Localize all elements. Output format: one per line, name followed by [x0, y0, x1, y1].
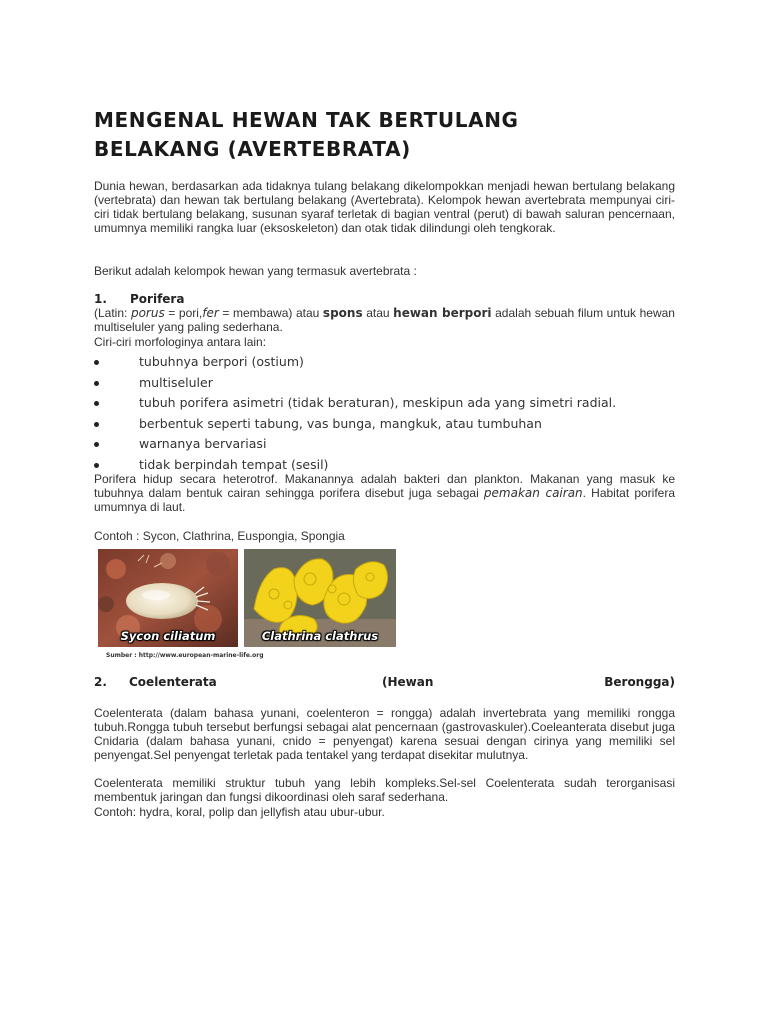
term-porus: porus — [130, 306, 165, 320]
list-item — [94, 434, 675, 455]
title-line-1: MENGENAL HEWAN TAK BERTULANG — [94, 108, 519, 132]
porifera-definition — [94, 306, 675, 334]
list-item-text: tubuh porifera asimetri (tidak beraturan), meskipun ada yang simetri radial. — [139, 395, 617, 410]
definition-rest: adalah sebuah filum untuk hewan multiseluler yang paling sederhana. — [94, 306, 675, 334]
porifera-habitat-paragraph — [94, 472, 675, 514]
clathrina-caption: Clathrina clathrus — [261, 629, 379, 643]
coelenterata-examples: Contoh: hydra, koral, polip dan jellyfish atau ubur-ubur. — [94, 805, 385, 819]
section-heading-word-3: Berongga) — [604, 675, 675, 689]
intro-paragraph: Dunia hewan, berdasarkan ada tidaknya tulang belakang dikelompokkan menjadi hewan bertulang belakang (vertebrata) dan hewan tak bertulang belakang (Avertebrata). Kelompok hewan avertebrata mempunyai ciri-ciri tidak bertulang belakang, susunan syaraf terletak di bagian ventral (perut) di bawah saluran pencernaan, umumnya memiliki rangka luar (eksoskeleton) dan otak tidak dilindungi oleh tengkorak. — [94, 179, 675, 235]
section-heading-word-2: (Hewan — [382, 675, 434, 689]
sycon-caption: Sycon ciliatum — [120, 629, 216, 643]
para-part-b: . Habitat porifera umumnya di laut. — [94, 486, 676, 514]
list-item-text: multiseluler — [139, 374, 213, 390]
group-intro: Berikut adalah kelompok hewan yang termasuk avertebrata : — [94, 264, 417, 278]
bullet-icon — [94, 360, 99, 365]
ciri-intro: Ciri-ciri morfologinya antara lain: — [94, 335, 267, 349]
list-item-text: berbentuk seperti tabung, vas bunga, mangkuk, atau tumbuhan — [139, 415, 542, 431]
bullet-icon — [94, 442, 99, 447]
sycon-photo — [98, 549, 238, 647]
section-heading-word-1: Coelenterata — [129, 675, 217, 689]
term-hewan-berpori: hewan berpori — [393, 306, 492, 320]
porifera-examples: Contoh : Sycon, Clathrina, Euspongia, Spongia — [94, 529, 345, 543]
porifera-traits-list — [94, 352, 675, 475]
para-part-a: Porifera hidup secara heterotrof. Makanannya adalah bakteri dan plankton. Makanan yang masuk ke tubuhnya dalam bentuk cairan sehingga porifera disebut juga sebagai — [94, 472, 675, 500]
coelenterata-paragraph-1: Coelenterata (dalam bahasa yunani, coelenteron = rongga) adalah invertebrata yang memiliki rongga tubuh.Rongga tubuh tersebut berfungsi sebagai alat pencernaan (gastrovaskuler).Coeleanterata disebut juga Cnidaria (dalam bahasa yunani, cnido = penyengat) karena sesuai dengan cirinya yang memiliki sel penyengat.Sel penyengat terletak pada tentakel yang terdapat disekitar mulutnya. — [94, 706, 675, 762]
list-item — [94, 352, 675, 373]
coelenterata-paragraph-2: Coelenterata memiliki struktur tubuh yang lebih kompleks.Sel-sel Coelenterata sudah terorganisasi membentuk jaringan dan fungsi dikoordinasi oleh saraf sederhana. — [94, 776, 675, 804]
title-line-2: BELAKANG (AVERTEBRATA) — [94, 137, 411, 161]
bullet-icon — [94, 422, 99, 427]
section-heading-text: Porifera — [130, 292, 185, 306]
section-number: 1. — [94, 292, 107, 306]
word-atau: atau — [362, 306, 394, 320]
eq-pori: = pori, — [164, 306, 203, 320]
porifera-photo-figure — [96, 546, 402, 664]
page-title — [94, 106, 694, 164]
term-pemakan-cairan: pemakan cairan — [483, 486, 583, 500]
list-item — [94, 373, 675, 394]
bullet-icon — [94, 463, 99, 468]
latin-open: (Latin: — [94, 306, 131, 320]
photo-source: Sumber : http://www.european-marine-life.org — [106, 652, 264, 659]
bullet-icon — [94, 401, 99, 406]
section-number: 2. — [94, 675, 107, 689]
list-item-text: tubuhnya berpori (ostium) — [139, 354, 304, 369]
list-item — [94, 414, 675, 435]
term-spons: spons — [322, 306, 363, 320]
eq-membawa: = membawa) atau — [218, 306, 323, 320]
list-item-text: tidak berpindah tempat (sesil) — [139, 456, 329, 472]
clathrina-photo — [244, 549, 396, 647]
section-porifera-heading — [94, 292, 184, 306]
bullet-icon — [94, 381, 99, 386]
list-item-text: warnanya bervariasi — [139, 436, 267, 451]
list-item — [94, 393, 675, 414]
term-fer: fer — [202, 306, 219, 320]
